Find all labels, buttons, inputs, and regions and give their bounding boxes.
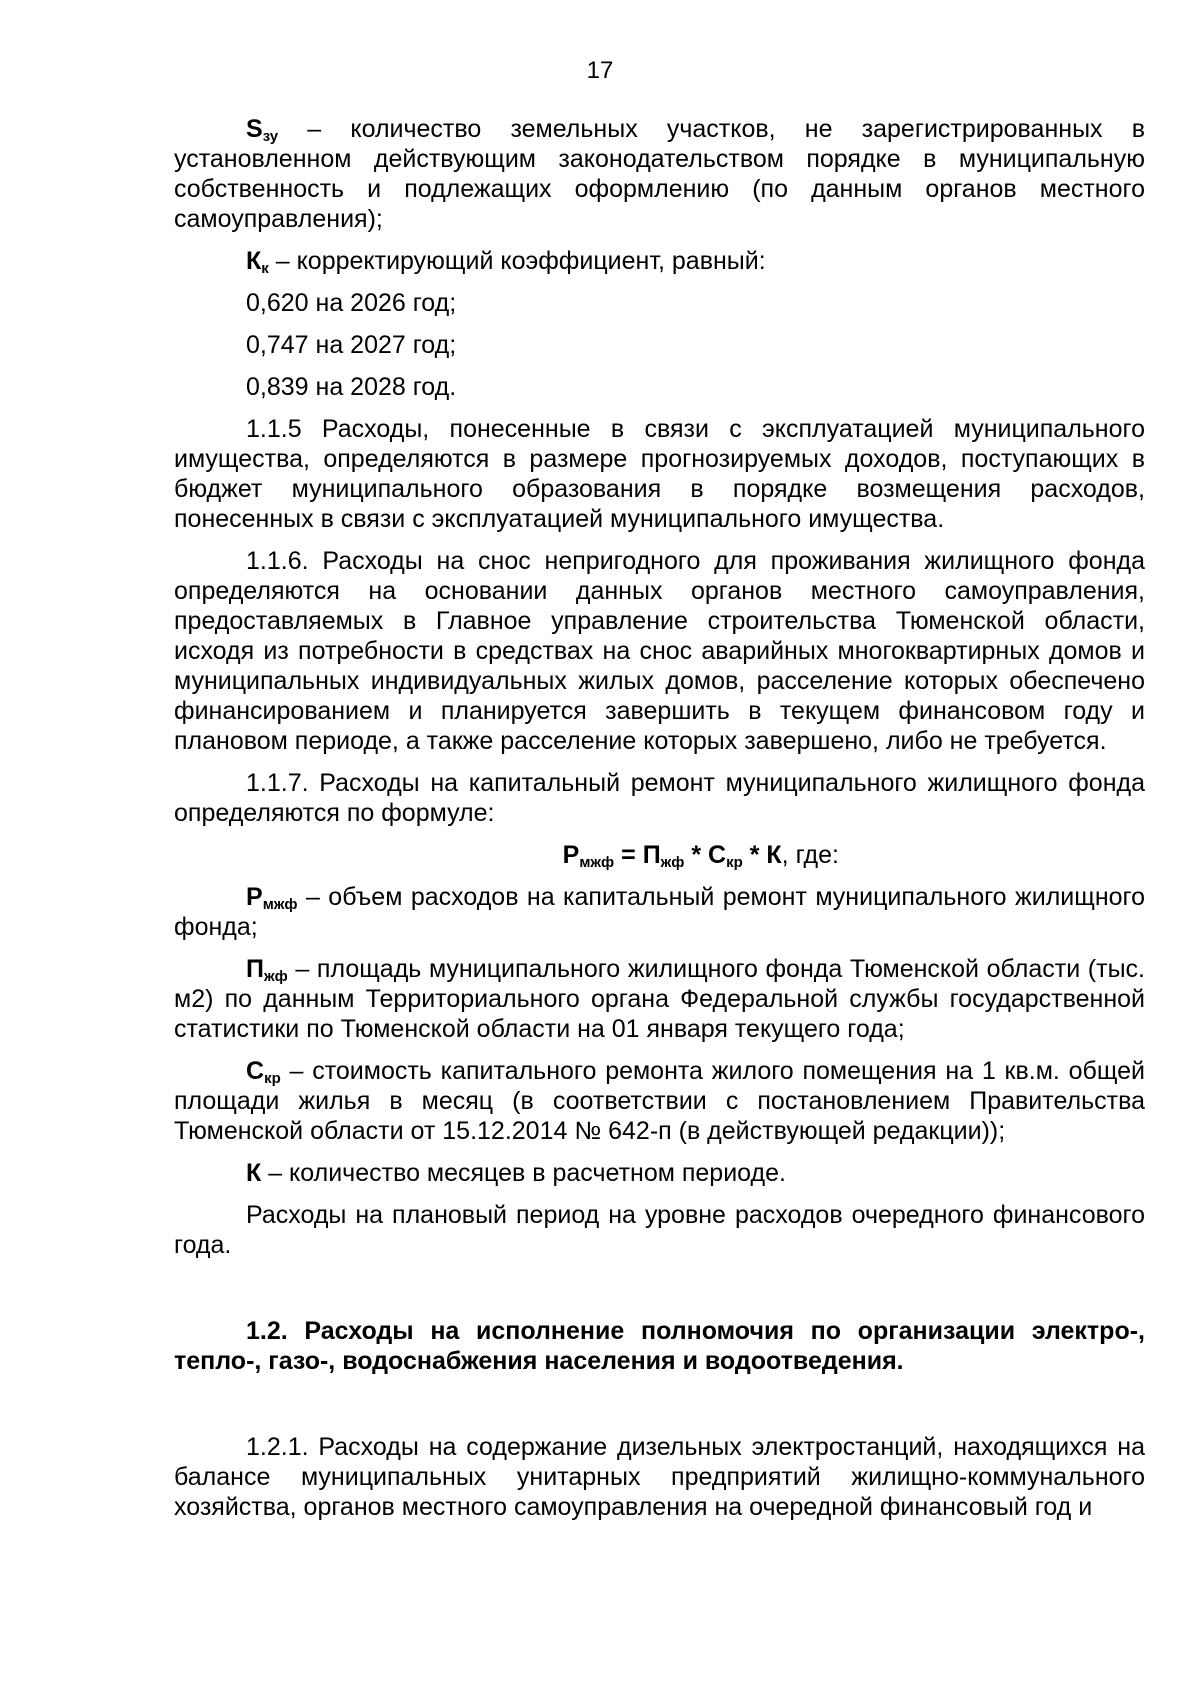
paragraph-1-1-5: 1.1.5 Расходы, понесенные в связи с эксплуатацией муниципального имущества, определяются в размере прогнозируемых доходов, поступающих в бюджет муниципального образования в порядке возмещения расходов, понесенных в связи с эксплуатацией муниципального имущества. xyxy=(174,415,1145,533)
planned-period-paragraph: Расходы на плановый период на уровне расходов очередного финансового года. xyxy=(174,1201,1145,1259)
symbol-kk: $К_к$ xyxy=(246,247,269,277)
variable-skr: $С_{кр}$ – стоимость капитального ремонта жилого помещения на 1 кв.м. общей площади жилья в месяц (в соответствии с постановлением Правительства Тюменской области от 15.12.2014 № 642-п (в действующей редакции)); xyxy=(174,1057,1145,1145)
definition-kk: $К_к$ – корректирующий коэффициент, равный: xyxy=(246,247,766,277)
variable-k: К – количество месяцев в расчетном периоде. xyxy=(246,1159,786,1187)
paragraph-1-1-6: 1.1.6. Расходы на снос непригодного для проживания жилищного фонда определяются на основании данных органов местного самоуправления, предоставляемых в Главное управление строительства Тюменской области, исходя из потребности в средствах на снос аварийных многоквартирных домов и муниципальных индивидуальных жилых домов, расселение которых обеспечено финансированием и планируется завершить в текущем финансовом году и плановом периоде, а также расселение которых завершено, либо не требуется. xyxy=(174,547,1145,755)
coefficient-2026: 0,620 на 2026 год; xyxy=(246,289,457,317)
variable-rmzhf: $Р_{мжф}$ – объем расходов на капитальный ремонт муниципального жилищного фонда; xyxy=(174,883,1145,941)
formula: $Р_{мжф} = П_{жф} * С_{кр} * К$, где: xyxy=(562,841,839,871)
coefficient-2028: 0,839 на 2028 год. xyxy=(246,373,457,401)
definition-szu: $S_{зу}$ – количество земельных участков, не зарегистрированных в установленном действующим законодательством порядке в муниципальную собственность и подлежащих оформлению (по данным органов местного самоуправления); xyxy=(174,115,1145,233)
section-1-2-heading: 1.2. Расходы на исполнение полномочия по организации электро-, тепло-, газо-, водоснабжения населения и водоотведения. xyxy=(174,1317,1145,1375)
paragraph-1-2-1: 1.2.1. Расходы на содержание дизельных электростанций, находящихся на балансе муниципальных унитарных предприятий жилищно-коммунального хозяйства, органов местного самоуправления на очередной финансовый год и xyxy=(174,1433,1145,1521)
coefficient-2027: 0,747 на 2027 год; xyxy=(246,331,457,359)
symbol-szu: $S_{зу}$ xyxy=(246,115,279,145)
paragraph-1-1-7: 1.1.7. Расходы на капитальный ремонт муниципального жилищного фонда определяются по формуле: xyxy=(174,769,1145,827)
page-number: 17 xyxy=(586,57,614,84)
document-body xyxy=(174,114,1145,1522)
variable-pzhf: $П_{жф}$ – площадь муниципального жилищного фонда Тюменской области (тыс. м2) по данным Территориального органа Федеральной службы государственной статистики по Тюменской области на 01 января текущего года; xyxy=(174,955,1145,1043)
